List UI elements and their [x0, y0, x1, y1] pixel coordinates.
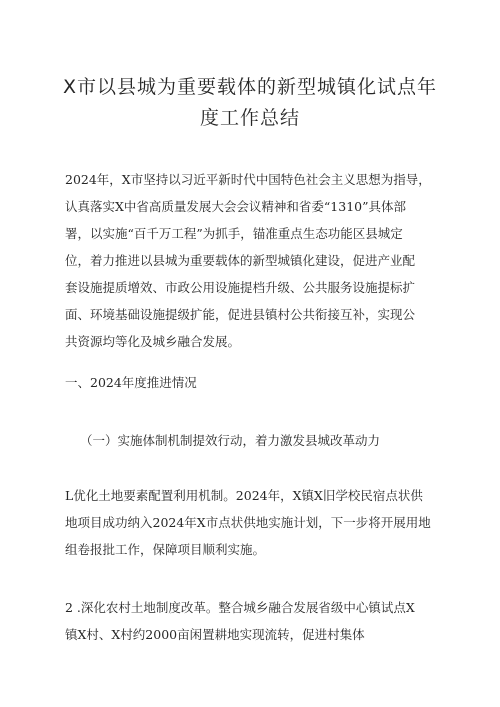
- section-heading: 一、2024年度推进情况: [65, 375, 197, 390]
- item-1-line: 组卷报批工作，保障项目顺利实施。: [65, 542, 266, 557]
- item-1-line: 地项目成功纳入2024年X市点状供地实施计划，下一步将开展用地: [65, 515, 431, 530]
- item-2-paragraph: [65, 594, 445, 648]
- intro-line: 署，以实施“百千万工程”为抓手，锚准重点生态功能区县城定: [65, 226, 403, 241]
- intro-paragraph: [65, 166, 445, 355]
- document-title-line-1: X市以县城为重要载体的新型城镇化试点年: [62, 76, 438, 98]
- intro-line: 认真落实X中省高质量发展大会会议精神和省委“1310”具体部: [65, 199, 406, 214]
- intro-line: 位，着力推进以县城为重要载体的新型城镇化建设，促进产业配: [65, 253, 416, 268]
- item-2-line: 镇X村、X村约2000亩闲置耕地实现流转，促进村集体: [65, 627, 365, 642]
- subsection-heading: （一）实施体制机制提效行动，着力激发县城改革动力: [80, 433, 381, 448]
- intro-line: 套设施提质增效、市政公用设施提档升级、公共服务设施提标扩: [65, 280, 416, 295]
- document-title-line-2: 度工作总结: [199, 107, 300, 129]
- item-1-line: L优化土地要素配置利用机制。2024年，X镇X旧学校民宿点状供: [65, 488, 423, 503]
- item-1-paragraph: [65, 482, 445, 563]
- intro-line: 共资源均等化及城乡融合发展。: [65, 334, 241, 349]
- intro-line: 面、环境基础设施提级扩能，促进县镇村公共衔接互补，实现公: [65, 307, 416, 322]
- item-2-line: 2 .深化农村土地制度改革。整合城乡融合发展省级中心镇试点X: [65, 600, 415, 615]
- intro-line: 2024年，X市坚持以习近平新时代中国特色社会主义思想为指导，: [65, 172, 431, 187]
